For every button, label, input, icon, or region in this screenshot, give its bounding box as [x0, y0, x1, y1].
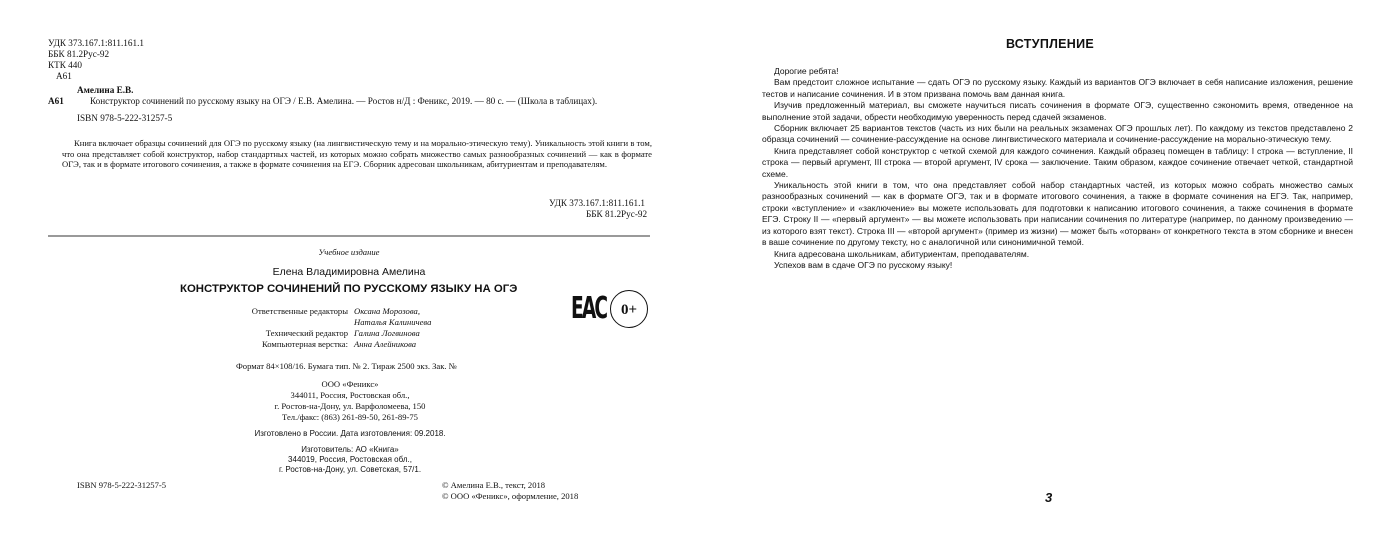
- bbk-code: ББК 81.2Рус-92: [48, 49, 110, 59]
- editor-name-2: Наталья Калиничева: [354, 317, 432, 327]
- intro-paragraph: Книга адресована школьникам, абитуриентам, преподавателям.: [774, 248, 1030, 259]
- udk-code: УДК 373.167.1:811.161.1: [48, 38, 144, 48]
- copyright-design: © ООО «Феникс», оформление, 2018: [442, 491, 579, 501]
- age-rating-badge: 0+: [610, 290, 648, 328]
- publisher-postcode: 344011, Россия, Ростовская обл.,: [290, 390, 410, 400]
- tech-editor-name: Галина Логвинова: [354, 328, 420, 338]
- edition-type: Учебное издание: [318, 247, 380, 257]
- isbn-top: ISBN 978-5-222-31257-5: [77, 113, 173, 123]
- udk-code-right: УДК 373.167.1:811.161.1: [549, 198, 645, 208]
- ktk-code: КТК 440: [48, 60, 82, 70]
- publisher-name: ООО «Феникс»: [321, 379, 379, 389]
- intro-paragraph: Изучив предложенный материал, вы сможете научиться писать сочинения в формате ОГЭ, существенно сэкономить время, отведенное на выполнение этой задачи, обрести необходимую уверенность перед сдачей экзаменов.: [762, 100, 1353, 122]
- isbn-bottom: ISBN 978-5-222-31257-5: [77, 480, 167, 490]
- editors-label: Ответственные редакторы: [251, 306, 348, 316]
- format-line: Формат 84×108/16. Бумага тип. № 2. Тираж 2500 экз. Зак. №: [236, 361, 457, 371]
- book-title: КОНСТРУКТОР СОЧИНЕНИЙ ПО РУССКОМУ ЯЗЫКУ НА ОГЭ: [180, 283, 518, 295]
- right-page-introduction: [700, 0, 1400, 539]
- bbk-code-right: ББК 81.2Рус-92: [586, 209, 648, 219]
- publisher-phone: Тел./факс: (863) 261-89-50, 261-89-75: [282, 412, 418, 422]
- intro-title: ВСТУПЛЕНИЕ: [1005, 37, 1095, 51]
- book-abstract: Книга включает образцы сочинений для ОГЭ по русскому языку (на лингвистическую тему и на морально-этическую тему). Уникальность этой книги в том, что она представляет собой конструктор, набор стандартных частей, из которых можно собрать множество самых разнообразных сочинений — как в формате ОГЭ, так и в формате итогового сочинения, а также в формате сочинения на ЕГЭ. Сборник адресован школьникам, абитуриентам и преподавателям.: [62, 138, 652, 170]
- author-name: Амелина Е.В.: [77, 85, 134, 95]
- made-in-russia: Изготовлено в России. Дата изготовления: 09.2018.: [254, 429, 446, 438]
- author-mark-bold: А61: [48, 96, 64, 106]
- intro-greeting: Дорогие ребята!: [774, 66, 839, 76]
- intro-body: [762, 66, 1353, 271]
- tech-editor-label: Технический редактор: [265, 328, 348, 338]
- manufacturer-name: Изготовитель: АО «Книга»: [301, 445, 399, 454]
- author-mark: А61: [56, 71, 72, 81]
- manufacturer-street: г. Ростов-на-Дону, ул. Советская, 57/1.: [278, 465, 422, 474]
- copyright-text: © Амелина Е.В., текст, 2018: [442, 480, 546, 490]
- intro-paragraph: Уникальность этой книги в том, что она представляет собой набор стандартных частей, из которых можно собрать множество самых разнообразных сочинений — как в формате ОГЭ, так и в формате итогового сочинения, а также в формате сочинения на ЕГЭ. Так, например, строки «вступление» и «заключение» вы можете использовать для подготовки к написанию итогового сочинения, а также сочинения в формате ЕГЭ. Строку II — «первый аргумент» — вы можете использовать при написании сочинения по литературе (например, по данному произведению — из которого взят текст). Строка III — «второй аргумент» (пример из жизни) — может быть «оторван» от конкретного текста в этом сборнике и внесен в ваше сочинение по другому тексту, но с аналогичной или синонимичной темой.: [762, 180, 1353, 248]
- publisher-street: г. Ростов-на-Дону, ул. Варфоломеева, 150: [274, 401, 426, 411]
- author-full-name: Елена Владимировна Амелина: [272, 266, 426, 278]
- page-number: 3: [1045, 490, 1053, 505]
- intro-paragraph: Вам предстоит сложное испытание — сдать ОГЭ по русскому языку. Каждый из вариантов ОГЭ включает в себя написание изложения, решение тестов и написание сочинения. И в этом призвана помочь вам данная книга.: [762, 77, 1353, 99]
- divider-line: [48, 235, 650, 237]
- intro-paragraph: Книга представляет собой конструктор с четкой схемой для каждого сочинения. Каждый образец помещен в таблицу: I строка — вступление, II строка — первый аргумент, III строка — второй аргумент, IV срока — заключение. Таким образом, каждое сочинение отвечает четкой, стандартной схеме.: [762, 145, 1353, 179]
- manufacturer-postcode: 344019, Россия, Ростовская обл.,: [288, 455, 412, 464]
- eac-conformity-mark: ЕАС: [571, 291, 607, 326]
- layout-name: Анна Алейникова: [354, 339, 417, 349]
- editor-name-1: Оксана Морозова,: [354, 306, 420, 316]
- bibliographic-record: Конструктор сочинений по русскому языку на ОГЭ / Е.В. Амелина. — Ростов н/Д : Феникс, 2019. — 80 с. — (Школа в таблицах).: [90, 96, 598, 106]
- intro-paragraph: Сборник включает 25 вариантов текстов (часть из них были на реальных экзаменах ОГЭ прошлых лет). По каждому из текстов представлено 2 образца сочинений — сочинение-рассуждение на основе лингвистического материала и сочинение-рассуждение на морально-этическую тему.: [762, 123, 1353, 145]
- intro-paragraph: Успехов вам в сдаче ОГЭ по русскому языку!: [774, 259, 953, 270]
- layout-label: Компьютерная верстка:: [261, 339, 348, 349]
